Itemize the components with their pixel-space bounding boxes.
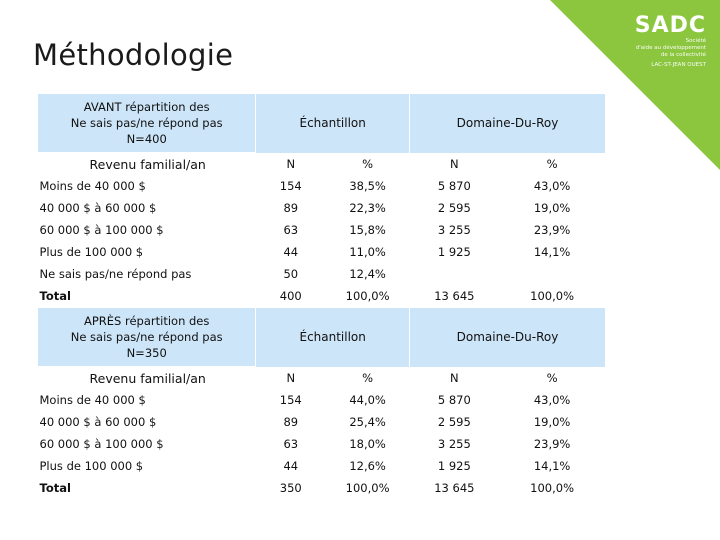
cell-pct-domain: 43,0% xyxy=(533,179,571,193)
col-pct-header: % xyxy=(362,156,374,171)
cell-n-sample: 89 xyxy=(283,415,299,429)
cell-n-domain: 3 255 xyxy=(437,437,471,451)
page-title: Méthodologie xyxy=(33,38,234,72)
cell-n-domain: 13 645 xyxy=(434,289,475,304)
cell-pct-sample: 11,0% xyxy=(349,245,386,259)
table-row xyxy=(38,411,606,433)
income-subheader: Revenu familial/an xyxy=(89,156,206,172)
cell-n-sample: 154 xyxy=(279,393,302,407)
group-sample-header: Échantillon xyxy=(299,116,366,130)
row-label: Plus de 100 000 $ xyxy=(39,245,144,259)
cell-pct-domain: 43,0% xyxy=(533,393,571,407)
header-label-line: AVANT répartition des xyxy=(83,100,210,114)
cell-pct-sample: 44,0% xyxy=(349,393,386,407)
cell-n-sample: 44 xyxy=(283,245,299,259)
header-label-line: N=350 xyxy=(126,346,167,360)
table-row-total xyxy=(38,477,606,499)
row-label: Total xyxy=(39,289,71,303)
header-label xyxy=(38,308,256,367)
cell-n-sample: 400 xyxy=(279,289,302,304)
cell-n-domain: 13 645 xyxy=(434,481,475,495)
logo-sub-line: de la collectivité xyxy=(660,52,706,58)
row-label: Ne sais pas/ne répond pas xyxy=(39,267,192,281)
cell-n-domain: 5 870 xyxy=(437,393,471,407)
cell-pct-sample: 100,0% xyxy=(345,289,390,304)
cell-n-domain: 1 925 xyxy=(437,459,471,473)
row-label: 40 000 $ à 60 000 $ xyxy=(39,201,157,215)
header-label-line: APRÈS répartition des xyxy=(83,314,210,328)
col-n-header: N xyxy=(450,156,459,171)
logo-text-block xyxy=(616,14,706,68)
cell-pct-domain: 19,0% xyxy=(533,415,571,429)
table-row xyxy=(38,389,606,411)
table-row xyxy=(38,219,606,241)
logo-region: LAC-ST-JEAN OUEST xyxy=(651,62,706,68)
methodology-table xyxy=(37,93,605,499)
row-label: 40 000 $ à 60 000 $ xyxy=(39,415,157,429)
row-label: 60 000 $ à 100 000 $ xyxy=(39,437,164,451)
cell-pct-sample: 25,4% xyxy=(349,415,386,429)
cell-n-domain: 5 870 xyxy=(437,179,471,193)
row-label: Moins de 40 000 $ xyxy=(39,393,146,407)
cell-pct-sample: 100,0% xyxy=(345,481,390,495)
subheader-row xyxy=(38,367,606,390)
header-label xyxy=(38,94,256,153)
cell-n-sample: 44 xyxy=(283,459,299,473)
col-n-header: N xyxy=(286,370,296,385)
cell-pct-domain: 23,9% xyxy=(533,223,571,237)
group-sample-header: Échantillon xyxy=(299,330,366,344)
cell-n-sample: 154 xyxy=(279,179,302,193)
cell-pct-domain: 100,0% xyxy=(530,481,575,495)
row-label: Plus de 100 000 $ xyxy=(39,459,144,473)
table-header-row xyxy=(38,94,606,153)
table-row xyxy=(38,175,606,197)
logo-sub-line: Société xyxy=(685,38,706,44)
cell-n-sample: 63 xyxy=(283,437,299,451)
table-header-row xyxy=(38,308,606,367)
col-pct-header: % xyxy=(546,156,558,171)
income-subheader: Revenu familial/an xyxy=(89,370,206,386)
cell-n-domain: 2 595 xyxy=(437,201,471,215)
cell-pct-sample: 12,4% xyxy=(349,267,386,281)
col-pct-header: % xyxy=(546,370,558,385)
col-n-header: N xyxy=(450,370,459,385)
cell-pct-sample: 38,5% xyxy=(349,179,386,193)
row-label: Total xyxy=(39,481,71,495)
row-label: 60 000 $ à 100 000 $ xyxy=(39,223,164,237)
cell-pct-sample: 12,6% xyxy=(349,459,386,473)
cell-n-sample: 89 xyxy=(283,201,299,215)
cell-n-sample: 350 xyxy=(279,481,302,495)
table-row xyxy=(38,197,606,219)
cell-n-domain: 3 255 xyxy=(437,223,471,237)
cell-pct-domain: 14,1% xyxy=(533,245,571,259)
cell-pct-domain: 14,1% xyxy=(533,459,571,473)
col-pct-header: % xyxy=(362,370,374,385)
table-row xyxy=(38,433,606,455)
cell-pct-domain: 100,0% xyxy=(530,289,575,304)
cell-pct-domain xyxy=(499,263,605,285)
table-row xyxy=(38,263,606,285)
group-domain-header: Domaine-Du-Roy xyxy=(410,308,606,367)
cell-n-sample: 50 xyxy=(283,267,299,281)
cell-n-domain: 1 925 xyxy=(437,245,471,259)
table-row-total xyxy=(38,285,606,308)
table-row xyxy=(38,241,606,263)
row-label: Moins de 40 000 $ xyxy=(39,179,146,193)
cell-n-domain: 2 595 xyxy=(437,415,471,429)
subheader-row xyxy=(38,153,606,176)
logo-sub-line: d'aide au développement xyxy=(635,45,706,51)
header-label-line: Ne sais pas/ne répond pas xyxy=(70,116,223,130)
cell-pct-domain: 23,9% xyxy=(533,437,571,451)
col-n-header: N xyxy=(286,156,296,171)
logo-main-text: SADC xyxy=(634,13,706,38)
cell-pct-sample: 18,0% xyxy=(349,437,386,451)
cell-n-domain xyxy=(410,263,500,285)
cell-pct-domain: 19,0% xyxy=(533,201,571,215)
table-row xyxy=(38,455,606,477)
header-label-line: N=400 xyxy=(126,132,167,146)
cell-n-sample: 63 xyxy=(283,223,299,237)
header-label-line: Ne sais pas/ne répond pas xyxy=(70,330,223,344)
cell-pct-sample: 22,3% xyxy=(349,201,386,215)
cell-pct-sample: 15,8% xyxy=(349,223,386,237)
group-domain-header: Domaine-Du-Roy xyxy=(410,94,606,153)
